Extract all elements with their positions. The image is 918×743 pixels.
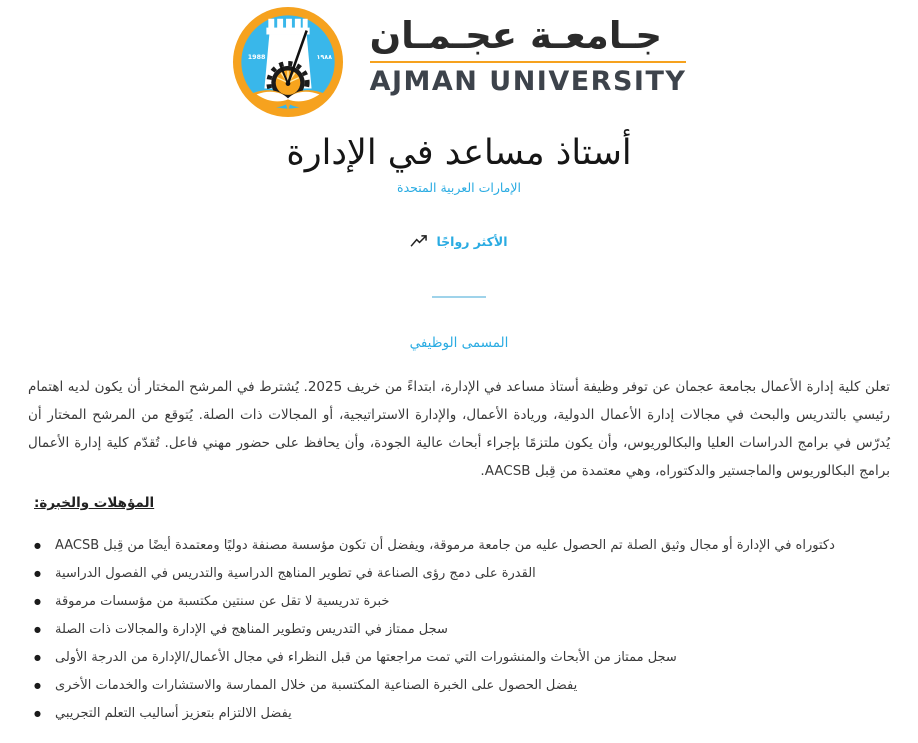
- qualification-item-text: يفضل الالتزام بتعزيز أساليب التعلم التجريبي: [55, 706, 292, 721]
- university-logo-badge-icon: [232, 6, 344, 118]
- job-section-label: المسمى الوظيفي: [409, 335, 509, 351]
- section-divider: [432, 296, 486, 298]
- qualification-item: [34, 616, 898, 644]
- qualification-item: [34, 588, 898, 616]
- qualifications-heading: [34, 495, 154, 511]
- university-name-arabic: جـامعـة عجـمـان: [369, 14, 663, 57]
- qualification-item-text: دكتوراه في الإدارة أو مجال وثيق الصلة تم الحصول عليه من جامعة مرموقة، ويفضل أن تكون مؤسسة مصنفة دوليًا ومعتمدة أيضًا من قِبل AACSB: [55, 538, 835, 553]
- logo-year-left: 1988: [247, 53, 266, 62]
- location-link[interactable]: الإمارات العربية المتحدة: [397, 180, 521, 195]
- qualification-item: [34, 672, 898, 700]
- qualification-item-text: سجل ممتاز في التدريس وتطوير المناهج في الإدارة والمجالات ذات الصلة: [55, 622, 448, 637]
- university-wordmark: [370, 6, 687, 97]
- qualification-item-text: سجل ممتاز من الأبحاث والمنشورات التي تمت مراجعتها من قبل النظراء في مجال الأعمال/الإدارة من الدرجة الأولى: [55, 650, 677, 665]
- qualification-item-text: القدرة على دمج رؤى الصناعة في تطوير المناهج الدراسية والتدريس في الفصول الدراسية: [55, 566, 536, 581]
- qualifications-list: [34, 532, 898, 728]
- qualification-item: [34, 644, 898, 672]
- trending-up-icon: [410, 234, 429, 249]
- qualification-item: [34, 560, 898, 588]
- wordmark-divider: [370, 61, 687, 63]
- logo-year-right: ١٩٨٨: [316, 53, 332, 62]
- page-title: أستاذ مساعد في الإدارة: [286, 133, 632, 174]
- qualification-item-text: يفضل الحصول على الخبرة الصناعية المكتسبة من خلال الممارسة والاستشارات والخدمات الأخرى: [55, 678, 578, 693]
- qualification-item: [34, 532, 898, 560]
- qualifications-heading-text: المؤهلات والخبرة:: [34, 495, 155, 511]
- qualification-item: [34, 700, 898, 728]
- job-description: تعلن كلية إدارة الأعمال بجامعة عجمان عن توفر وظيفة أستاذ مساعد في الإدارة، ابتداءً من خريف 2025. يُشترط في المرشح المختار أن يكون لديه اهتمام رئيسي بالتدريس والبحث في مجالات إدارة الأعمال الدولية، وريادة الأعمال، والإدارة الاستراتيجية، أو المجالات ذات الصلة. يُتوقع من المرشح المختار أن يُدرّس في برامج الدراسات العليا والبكالوريوس، وأن يكون ملتزمًا بإجراء أبحاث عالية الجودة، وأن يحافظ على حضور مهني فاعل. تُقدّم كلية إدارة الأعمال برامج البكالوريوس والماجستير والدكتوراه، وهي معتمدة من قِبل AACSB.: [28, 378, 890, 479]
- university-name-english: AJMAN UNIVERSITY: [369, 66, 687, 98]
- university-logo[interactable]: [0, 6, 918, 118]
- trending-label: الأكثر رواجًا: [436, 234, 508, 249]
- trending-badge[interactable]: [0, 234, 918, 249]
- qualification-item-text: خبرة تدريسية لا تقل عن سنتين مكتسبة من مؤسسات مرموقة: [55, 594, 390, 609]
